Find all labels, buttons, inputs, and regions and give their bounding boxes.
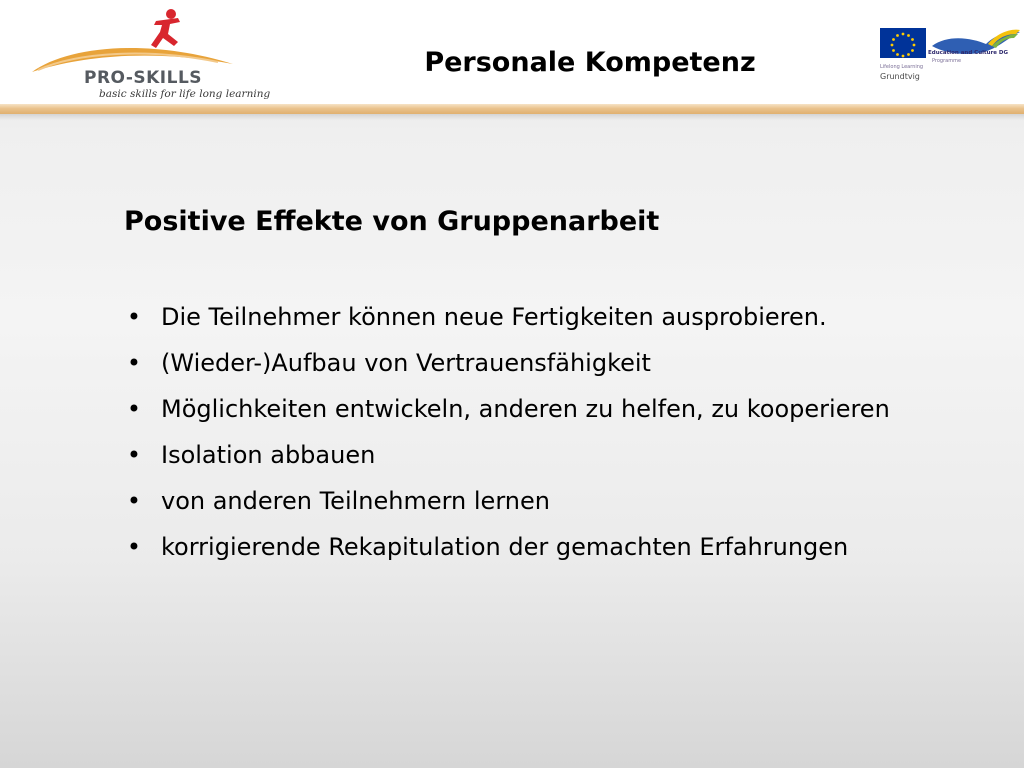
bullet-text: Möglichkeiten entwickeln, anderen zu helfen, zu kooperieren	[161, 395, 890, 423]
bullet-text: Die Teilnehmer können neue Fertigkeiten ausprobieren.	[161, 303, 827, 331]
bullet-icon: •	[126, 441, 142, 469]
bullet-text: von anderen Teilnehmern lernen	[161, 487, 550, 515]
eu-programme-label: Programme	[932, 58, 962, 64]
bullet-item	[124, 436, 964, 474]
eu-logo	[876, 26, 1022, 86]
bullet-item	[124, 390, 964, 428]
header-stripe	[0, 104, 1024, 114]
header-stripe-shadow	[0, 114, 1024, 120]
bullet-list	[124, 298, 964, 574]
bullet-text: (Wieder-)Aufbau von Vertrauensfähigkeit	[161, 349, 651, 377]
logo-tagline: basic skills for life long learning	[99, 88, 271, 100]
pro-skills-logo	[28, 8, 271, 100]
bullet-icon: •	[126, 533, 142, 561]
eu-grundtvig-label: Grundtvig	[880, 72, 920, 81]
bullet-icon: •	[126, 349, 142, 377]
bullet-item	[124, 298, 964, 336]
bullet-item	[124, 482, 964, 520]
eu-dg-label: Education and Culture DG	[928, 50, 1009, 56]
eu-lifelong-label: Lifelong Learning	[880, 64, 924, 70]
bullet-text: korrigierende Rekapitulation der gemachten Erfahrungen	[161, 533, 849, 561]
logo-name: PRO-SKILLS	[84, 68, 203, 88]
bullet-item	[124, 344, 964, 382]
bullet-text: Isolation abbauen	[161, 441, 376, 469]
bullet-icon: •	[126, 487, 142, 515]
bullet-item	[124, 528, 964, 566]
runner-figure-icon	[151, 9, 180, 48]
bullet-icon: •	[126, 303, 142, 331]
eu-flag-icon	[880, 28, 926, 58]
content-heading: Positive Effekte von Gruppenarbeit	[124, 206, 660, 237]
bullet-icon: •	[126, 395, 142, 423]
slide-title: Personale Kompetenz	[424, 47, 756, 78]
